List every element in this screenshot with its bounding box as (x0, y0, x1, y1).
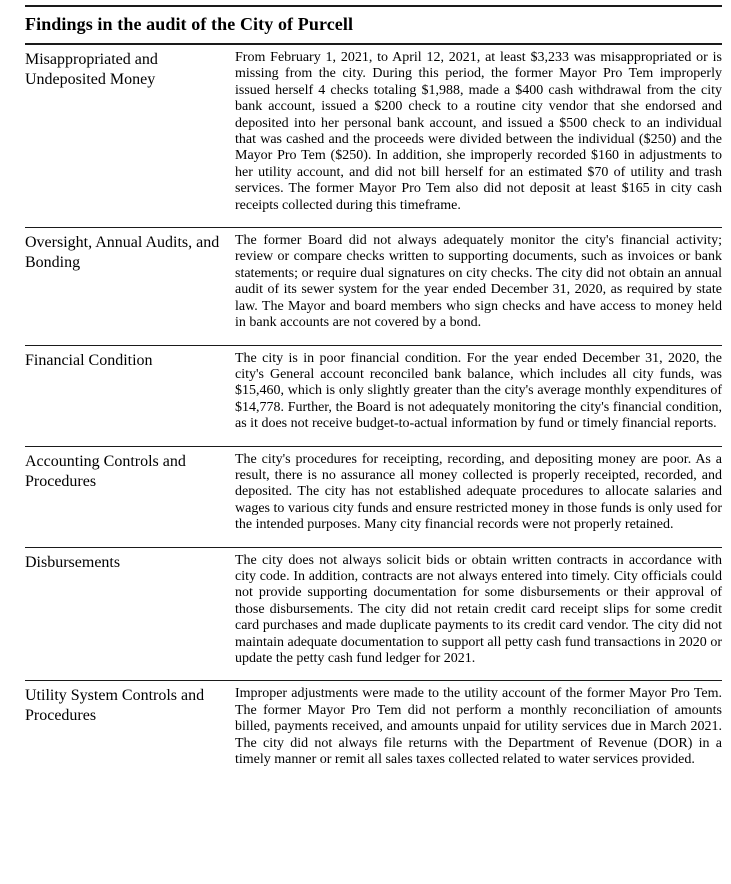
finding-body: The city does not always solicit bids or obtain written contracts in accordance with city code. In addition, contracts are not always entered into timely. City officials could not provide supporting documentation for some disbursements or their approval of those disbursements. The city did not retain credit card receipt slips for some credit card purchases and made duplicate payments to its credit card vendor. The city did not maintain adequate documentation to support all petty cash fund transactions in 2020 or update the petty cash fund ledger for 2021. (235, 552, 722, 666)
finding-body: The city's procedures for receipting, recording, and depositing money are poor. As a result, there is no assurance all money collected is properly receipted, recorded, and deposited. The city has not established adequate procedures to allocate salaries and wages to various city funds and ensure restricted money in those funds is only used for the intended purposes. Many city financial records were not properly retained. (235, 451, 722, 533)
finding-row-financial-condition (25, 346, 722, 447)
finding-heading: Disbursements (25, 553, 121, 571)
finding-row-utility-system-controls (25, 681, 722, 781)
finding-body: Improper adjustments were made to the utility account of the former Mayor Pro Tem. The former Mayor Pro Tem did not perform a monthly reconciliation of amounts billed, payments received, and amounts unpaid for utility services due in March 2021. The city did not always file returns with the Department of Revenue (DOR) in a timely manner or remit all sales taxes collected related to water services provided. (235, 686, 722, 768)
finding-body: From February 1, 2021, to April 12, 2021, at least $3,233 was misappropriated or is missing from the city. During this period, the former Mayor Pro Tem improperly issued herself 4 checks totaling $1,988, made a $400 cash withdrawal from the city bank account, issued a $200 check to a routine city vendor that she endorsed and deposited into her personal bank account, and issued a $500 check to an individual that was cashed and the proceeds were divided between the individual ($250) and the Mayor Pro Tem ($250). In addition, she improperly recorded $160 in adjustments to her utility account, and did not bill herself for an estimated $70 of utility and trash services. The former Mayor Pro Tem also did not deposit at least $165 in city cash receipts collected during this timeframe. (235, 50, 722, 213)
finding-heading: Utility System Controls and Procedures (25, 687, 205, 725)
findings-table (25, 45, 722, 781)
finding-body: The city is in poor financial condition. For the year ended December 31, 2020, the city's General account reconciled bank balance, which includes all city funds, was $15,460, which is only slightly greater than the city's average monthly expenditures of $14,778. Further, the Board is not adequately monitoring the city's financial condition, as it does not receive budget-to-actual information by fund or timely financial reports. (235, 350, 722, 432)
finding-heading: Financial Condition (25, 351, 153, 369)
finding-row-disbursements (25, 548, 722, 682)
finding-body: The former Board did not always adequately monitor the city's financial activity; review or compare checks written to supporting documents, such as invoices or bank statements; or require dual signatures on city checks. The city did not obtain an annual audit of its sewer system for the year ended December 31, 2020, as required by state law. The Mayor and board members who sign checks and have access to money held in bank accounts are not covered by a bond. (235, 233, 722, 331)
finding-row-oversight-audits-bonding (25, 228, 722, 345)
finding-row-accounting-controls (25, 447, 722, 548)
finding-heading: Oversight, Annual Audits, and Bonding (25, 234, 220, 272)
title-block (25, 5, 722, 45)
finding-heading: Misappropriated and Undeposited Money (25, 51, 158, 88)
finding-heading: Accounting Controls and Procedures (25, 452, 186, 490)
finding-row-misappropriated-money (25, 45, 722, 228)
page-title: Findings in the audit of the City of Purcell (25, 14, 354, 34)
